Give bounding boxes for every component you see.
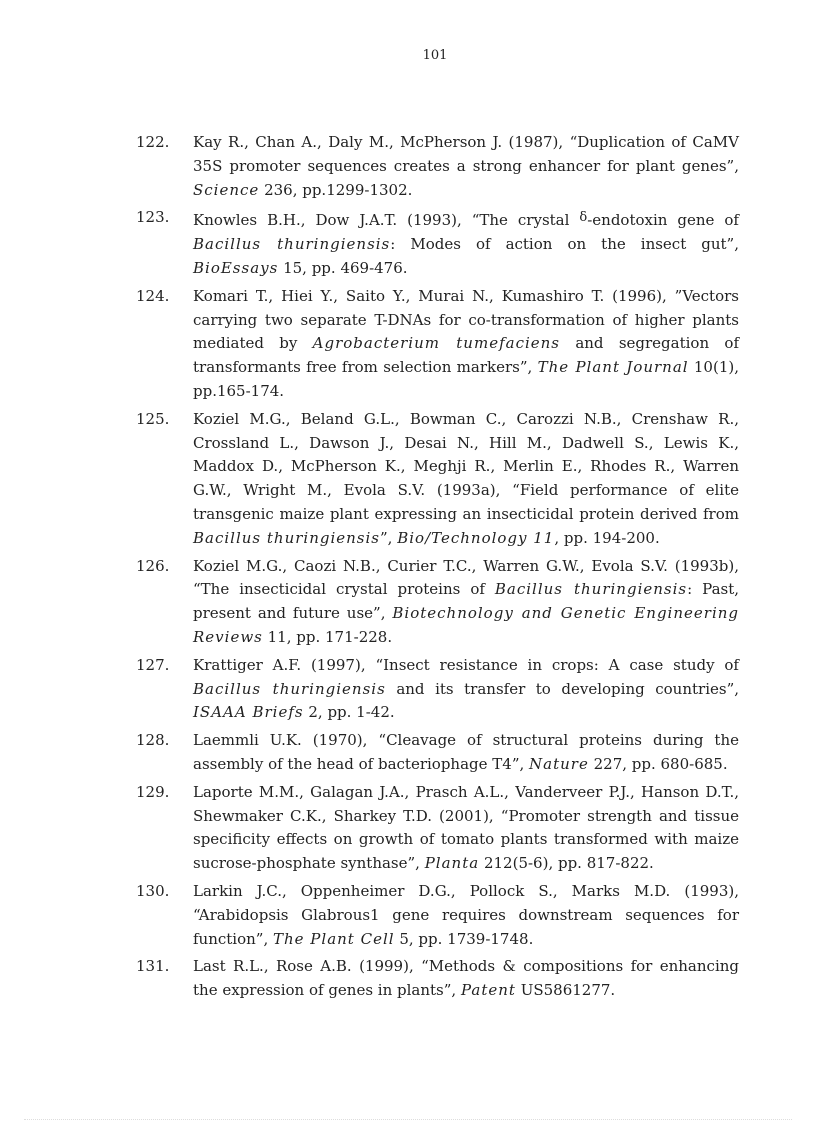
page-number: 101 — [422, 48, 448, 63]
reference-text: ”, — [380, 528, 398, 547]
reference-text: Komari T., Hiei Y., Saito Y., Murai N., Kumashiro T. (1996), ”Vectors carrying two separate T-DNAs for co-transformation of higher plants mediated by — [193, 286, 739, 353]
reference-details: US5861277. — [515, 981, 616, 1000]
organism-name: Bacillus thuringiensis — [193, 235, 391, 254]
reference-text: and segregation of transformants free from selection markers”, — [193, 334, 740, 377]
delta-symbol: δ — [579, 210, 588, 226]
reference-number: 124. — [136, 286, 170, 305]
reference-details: 212(5-6), pp. 817-822. — [479, 854, 654, 873]
reference-details: 11, pp. 171-228. — [262, 627, 393, 646]
reference-details: 15, pp. 469-476. — [278, 258, 408, 277]
reference-text: and its transfer to developing countries”, — [385, 679, 740, 698]
reference-details: 10(1), pp.165-174. — [193, 358, 739, 400]
journal-title: ISAAA Briefs — [193, 703, 304, 722]
reference-number: 123. — [136, 208, 170, 227]
reference-item — [136, 955, 739, 1003]
journal-title: The Plant Cell — [273, 929, 395, 948]
reference-number: 127. — [136, 655, 170, 674]
reference-item — [136, 408, 739, 551]
reference-text: Krattiger A.F. (1997), “Insect resistance in crops: A case study of — [193, 655, 739, 674]
reference-item — [136, 555, 739, 650]
reference-details: 227, pp. 680-685. — [588, 754, 728, 773]
reference-text: Laemmli U.K. (1970), “Cleavage of structural proteins during the assembly of the head of bacteriophage T4”, — [193, 731, 739, 773]
reference-text: : Modes of action on the insect gut”, — [390, 235, 739, 254]
reference-details: 2, pp. 1-42. — [303, 703, 395, 722]
reference-item — [136, 206, 739, 280]
reference-number: 130. — [136, 881, 170, 900]
reference-details: 5, pp. 1739-1748. — [394, 929, 534, 948]
journal-title: Nature — [529, 754, 589, 773]
reference-text: Last R.L., Rose A.B. (1999), “Methods & compositions for enhancing the expression of genes in plants”, — [193, 957, 739, 1000]
organism-name: Bacillus thuringiensis — [494, 580, 688, 599]
reference-number: 131. — [136, 957, 170, 976]
journal-title: Science — [193, 180, 260, 199]
reference-item — [136, 781, 739, 876]
reference-number: 128. — [136, 731, 170, 750]
reference-text: Koziel M.G., Beland G.L., Bowman C., Carozzi N.B., Crenshaw R., Crossland L., Dawson J., Desai N., Hill M., Dadwell S., Lewis K., Maddox D., McPherson K., Meghji R., Merlin E., Rhodes R., Warren G.W., Wright M., Evola S.V. (1993a), “Field performance of elite transgenic maize plant expressing an insecticidal protein derived from — [193, 409, 739, 523]
reference-list — [136, 131, 739, 1007]
journal-title: Planta — [424, 854, 480, 873]
journal-title: BioEssays — [193, 258, 279, 277]
reference-text: Kay R., Chan A., Daly M., McPherson J. (1987), “Duplication of CaMV 35S promoter sequences creates a strong enhancer for plant genes”, — [193, 133, 739, 175]
reference-number: 125. — [136, 409, 170, 428]
reference-details: , pp. 194-200. — [554, 528, 660, 547]
journal-title: Patent — [460, 981, 516, 1000]
reference-details: 236, pp.1299-1302. — [259, 180, 413, 199]
organism-name: Agrobacterium tumefaciens — [312, 334, 561, 353]
journal-title: The Plant Journal — [537, 358, 689, 377]
reference-item — [136, 285, 739, 404]
reference-item — [136, 131, 739, 202]
reference-text: -endotoxin gene of — [587, 211, 739, 230]
reference-text: Knowles B.H., Dow J.A.T. (1993), “The crystal — [193, 211, 580, 230]
reference-text: : Past, present and future use”, — [193, 580, 740, 623]
journal-title: Bio/Technology 11 — [397, 528, 555, 547]
journal-title: Biotechnology and Genetic Engineering Reviews — [193, 604, 739, 646]
reference-text: Laporte M.M., Galagan J.A., Prasch A.L., Vanderveer P.J., Hanson D.T., Shewmaker C.K., Sharkey T.D. (2001), “Promoter strength and tissue specificity effects on growth of tomato plants transformed with maize sucrose-phosphate synthase”, — [193, 782, 739, 873]
reference-item — [136, 654, 739, 725]
reference-number: 122. — [136, 133, 170, 151]
organism-name: Bacillus thuringiensis — [193, 679, 386, 698]
reference-number: 129. — [136, 782, 170, 801]
organism-name: Bacillus thuringiensis — [193, 528, 380, 547]
reference-item — [136, 729, 739, 777]
reference-item — [136, 880, 739, 951]
reference-text: Koziel M.G., Caozi N.B., Curier T.C., Warren G.W., Evola S.V. (1993b), “The insecticidal crystal proteins of — [193, 556, 739, 599]
reference-number: 126. — [136, 556, 170, 575]
footer-divider — [24, 1119, 792, 1120]
reference-text: Larkin J.C., Oppenheimer D.G., Pollock S., Marks M.D. (1993), “Arabidopsis Glabrous1 gene requires downstream sequences for function”, — [193, 881, 739, 948]
